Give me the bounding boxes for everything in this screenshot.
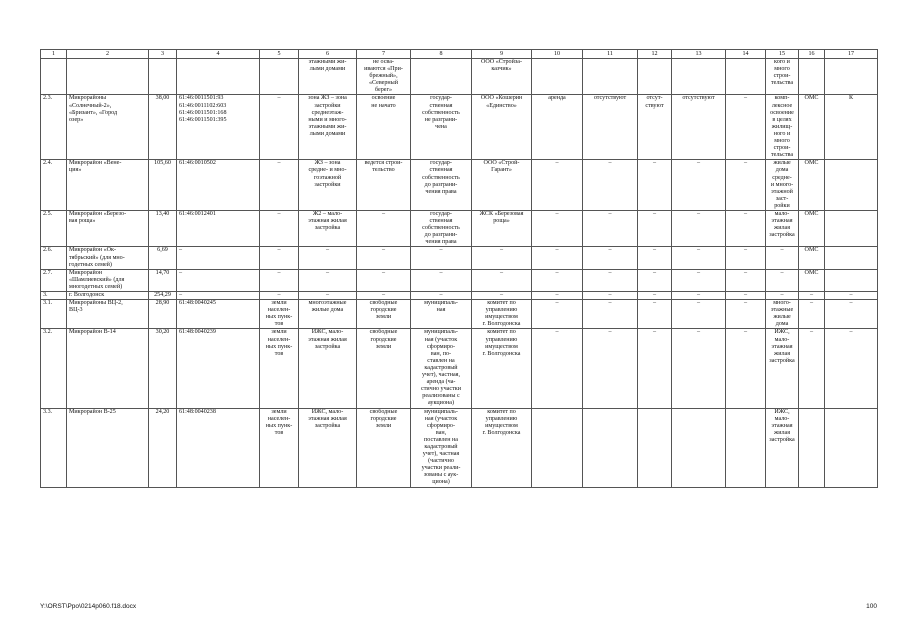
table-cell: –	[177, 292, 260, 300]
table-cell: –	[672, 292, 726, 300]
table-cell: мало- этажная жилая застройка	[766, 210, 799, 246]
table-cell	[672, 59, 726, 95]
table-cell: –	[583, 160, 638, 211]
column-number-cell: 10	[532, 50, 583, 59]
table-row	[41, 300, 878, 329]
table-cell: –	[638, 269, 672, 291]
table-cell: –	[766, 247, 799, 269]
table-cell: ЖСК «Березовая роща»	[472, 210, 532, 246]
table-cell: –	[532, 292, 583, 300]
column-number-cell: 5	[260, 50, 299, 59]
table-cell: –	[299, 247, 357, 269]
column-number-cell: 17	[825, 50, 878, 59]
table-cell: муниципаль- ная (участок сформиро- ван, поставлен на кадастровый учет), частная (частично участки реали- зованы с аук- циона)	[411, 408, 472, 487]
table-cell	[177, 59, 260, 95]
table-cell: –	[638, 300, 672, 329]
table-cell: –	[638, 210, 672, 246]
table-cell: –	[177, 269, 260, 291]
table-cell: ОМС	[799, 269, 825, 291]
table-cell: 14,70	[149, 269, 177, 291]
table-cell: 105,60	[149, 160, 177, 211]
table-cell: отсут- ствуют	[638, 95, 672, 160]
table-cell: Микрорайон «Березо- вая роща»	[67, 210, 149, 246]
table-cell: –	[726, 210, 766, 246]
table-cell: Микрорайон «Шамлиевский» (для многодетных семей)	[67, 269, 149, 291]
table-cell: –	[583, 300, 638, 329]
table-cell: –	[532, 247, 583, 269]
table-cell: муниципаль- ная (участок сформиро- ван, по- ставлен на кадастровый учет), частная, аренда (ча- стично участки реализованы с аукциона)	[411, 329, 472, 408]
table-cell: комп- лексное освоение в целях жилищ- ного и много строи- тельства	[766, 95, 799, 160]
continued-row	[41, 59, 878, 95]
table-cell: 61:46:0010502	[177, 160, 260, 211]
table-cell: –	[638, 329, 672, 408]
table-cell: –	[726, 247, 766, 269]
table-cell: г. Волгодонск	[67, 292, 149, 300]
table-cell: –	[532, 269, 583, 291]
column-number-cell: 9	[472, 50, 532, 59]
table-cell: –	[766, 292, 799, 300]
table-cell	[532, 59, 583, 95]
table-row	[41, 329, 878, 408]
table-cell: Микрорайон В-25	[67, 408, 149, 487]
table-cell: –	[532, 160, 583, 211]
table-cell: Микрорайон «Вене- ция»	[67, 160, 149, 211]
table-row	[41, 292, 878, 300]
table-cell: –	[583, 329, 638, 408]
table-cell: свободные городские земли	[357, 408, 411, 487]
column-number-cell: 8	[411, 50, 472, 59]
table-cell: –	[583, 269, 638, 291]
table-cell: 61:46:0012401	[177, 210, 260, 246]
column-number-cell: 2	[67, 50, 149, 59]
table-cell: комитет по управлению имуществом г. Волгодонска	[472, 408, 532, 487]
table-cell	[825, 247, 878, 269]
table-cell: ООО «Стройза- казчик»	[472, 59, 532, 95]
table-cell: –	[825, 329, 878, 408]
table-cell: зона ЖЗ – зона застройки среднеэтаж- ными и много- этажными жи- лыми домами	[299, 95, 357, 160]
table-cell: отсутствуют	[672, 95, 726, 160]
table-cell: –	[766, 269, 799, 291]
table-cell: –	[357, 247, 411, 269]
table-row	[41, 210, 878, 246]
table-cell: –	[472, 269, 532, 291]
table-cell: Ж2 – мало- этажная жилая застройка	[299, 210, 357, 246]
table-cell: земли населен- ных пунк- тов	[260, 408, 299, 487]
table-cell: –	[672, 247, 726, 269]
table-cell: отсутствуют	[583, 95, 638, 160]
table-cell: –	[357, 292, 411, 300]
table-cell: –	[260, 95, 299, 160]
table-cell: ЖЗ – зона средне- и мно- гоэтажной застройки	[299, 160, 357, 211]
table-cell	[726, 408, 766, 487]
table-row	[41, 247, 878, 269]
table-cell: –	[638, 292, 672, 300]
table-cell: много- этажные жилые дома	[766, 300, 799, 329]
table-cell	[411, 59, 472, 95]
column-number-cell: 15	[766, 50, 799, 59]
table-cell: 254,29	[149, 292, 177, 300]
table-cell: 2.4.	[41, 160, 67, 211]
table-cell: свободные городские земли	[357, 300, 411, 329]
table-cell: –	[532, 300, 583, 329]
table-cell: –	[532, 329, 583, 408]
table-cell: 3.2.	[41, 329, 67, 408]
table-cell	[799, 59, 825, 95]
table-cell	[825, 210, 878, 246]
table-cell: ООО «Строй- Гарант»	[472, 160, 532, 211]
table-cell: ведется строи- тельство	[357, 160, 411, 211]
table-cell: ИЖС, мало- этажная жилая застройка	[766, 408, 799, 487]
table-cell: –	[825, 292, 878, 300]
table-cell: 61:46:0011501:93 61:46:0011102:603 61:46:0011501:168 61:46:0011501:395	[177, 95, 260, 160]
table-cell: 2.5.	[41, 210, 67, 246]
table-cell: К	[825, 95, 878, 160]
land-register-table	[40, 49, 878, 488]
table-cell: –	[583, 292, 638, 300]
table-cell: комитет по управлению имуществом г. Волгодонска	[472, 329, 532, 408]
table-cell: государ- ственная собственность до разграни- чения права	[411, 160, 472, 211]
table-cell: Микрорайон «Ок- тябрьский» (для мно- годетных семей)	[67, 247, 149, 269]
table-cell: Микрорайоны «Солнечный-2», «Бризант», «Город озер»	[67, 95, 149, 160]
table-cell: 61:48:0040238	[177, 408, 260, 487]
table-cell: Микрорайон В-14	[67, 329, 149, 408]
table-cell: ИЖС, мало- этажная жилая застройка	[299, 329, 357, 408]
table-cell: освоение не начато	[357, 95, 411, 160]
table-cell: –	[260, 269, 299, 291]
table-cell: –	[726, 160, 766, 211]
column-number-cell: 4	[177, 50, 260, 59]
table-cell: ООО «Кошерин «Единство»	[472, 95, 532, 160]
table-cell: ИЖС, мало- этажная жилая застройка	[299, 408, 357, 487]
column-number-cell: 12	[638, 50, 672, 59]
table-cell: 13,40	[149, 210, 177, 246]
table-cell: Микрорайоны ВЦ-2, ВЦ-3	[67, 300, 149, 329]
table-cell: –	[672, 210, 726, 246]
table-cell: 3.	[41, 292, 67, 300]
table-cell: –	[299, 269, 357, 291]
table-cell: –	[357, 210, 411, 246]
table-cell: –	[799, 292, 825, 300]
table-cell: 38,00	[149, 95, 177, 160]
table-cell: –	[411, 292, 472, 300]
table-cell	[825, 269, 878, 291]
table-cell: –	[260, 160, 299, 211]
table-cell: многоэтажные жилые дома	[299, 300, 357, 329]
table-cell: –	[726, 95, 766, 160]
table-cell: –	[726, 300, 766, 329]
footer-file-path: Y:\ORST\Ppo\0214p060.f18.docx	[40, 603, 137, 610]
table-cell: кого и много строи- тельства	[766, 59, 799, 95]
column-number-row	[41, 50, 878, 59]
table-cell: –	[532, 210, 583, 246]
table-cell	[260, 59, 299, 95]
table-cell: 28,90	[149, 300, 177, 329]
table-cell: 24,20	[149, 408, 177, 487]
table-cell	[638, 59, 672, 95]
table-row	[41, 408, 878, 487]
table-cell	[41, 59, 67, 95]
table-cell: 3.1.	[41, 300, 67, 329]
table-cell: –	[672, 160, 726, 211]
table-cell	[67, 59, 149, 95]
table-cell: ОМС	[799, 210, 825, 246]
table-cell: –	[583, 247, 638, 269]
table-cell: государ- ственная собственность до разграни- чения права	[411, 210, 472, 246]
table-cell: –	[726, 269, 766, 291]
table-cell: –	[638, 160, 672, 211]
table-cell: –	[472, 247, 532, 269]
table-cell: жилые дома средне- и много- этажной заст- ройки	[766, 160, 799, 211]
table-cell: ОМС	[799, 160, 825, 211]
table-cell: –	[726, 329, 766, 408]
column-number-cell: 1	[41, 50, 67, 59]
table-cell: 2.6.	[41, 247, 67, 269]
table-cell: 2.7.	[41, 269, 67, 291]
table-cell	[638, 408, 672, 487]
table-cell: –	[411, 247, 472, 269]
table-cell: –	[638, 247, 672, 269]
table-cell	[799, 408, 825, 487]
table-row	[41, 95, 878, 160]
table-row	[41, 160, 878, 211]
column-number-cell: 3	[149, 50, 177, 59]
column-number-cell: 13	[672, 50, 726, 59]
table-cell: –	[357, 269, 411, 291]
footer-page-number: 100	[866, 603, 877, 610]
table-cell: 3.3.	[41, 408, 67, 487]
table-cell: –	[672, 300, 726, 329]
table-cell: –	[672, 269, 726, 291]
table-cell	[672, 408, 726, 487]
table-cell: ОМС	[799, 95, 825, 160]
table-cell: –	[583, 210, 638, 246]
table-cell: –	[411, 269, 472, 291]
table-cell: земли населен- ных пунк- тов	[260, 300, 299, 329]
table-cell: –	[260, 292, 299, 300]
table-cell	[825, 160, 878, 211]
table-cell	[825, 59, 878, 95]
column-number-cell: 14	[726, 50, 766, 59]
table-cell: государ- ственная собственность не разграни- чена	[411, 95, 472, 160]
table-cell	[532, 408, 583, 487]
table-cell: 30,20	[149, 329, 177, 408]
table-cell: ОМС	[799, 247, 825, 269]
table-row	[41, 269, 878, 291]
column-number-cell: 6	[299, 50, 357, 59]
table-cell: –	[799, 300, 825, 329]
table-cell: этажными жи- лыми домами	[299, 59, 357, 95]
table-cell	[583, 408, 638, 487]
table-cell	[726, 59, 766, 95]
table-cell: –	[799, 329, 825, 408]
table-cell: –	[260, 247, 299, 269]
table-cell: –	[672, 329, 726, 408]
table-cell	[825, 408, 878, 487]
table-cell: –	[177, 247, 260, 269]
column-number-cell: 11	[583, 50, 638, 59]
column-number-cell: 16	[799, 50, 825, 59]
table-cell: не осва- иваются «При- брежный», «Северный берег»	[357, 59, 411, 95]
table-cell	[583, 59, 638, 95]
table-cell: –	[726, 292, 766, 300]
table-cell: –	[825, 300, 878, 329]
table-cell: свободные городские земли	[357, 329, 411, 408]
table-cell: 6,69	[149, 247, 177, 269]
table-cell: комитет по управлению имуществом г. Волгодонска	[472, 300, 532, 329]
column-number-cell: 7	[357, 50, 411, 59]
table-cell: земли населен- ных пунк- тов	[260, 329, 299, 408]
table-cell: 2.3.	[41, 95, 67, 160]
table-cell: 61:48:0040239	[177, 329, 260, 408]
table-cell: –	[260, 210, 299, 246]
table-cell	[149, 59, 177, 95]
table-cell: –	[299, 292, 357, 300]
table-cell: муниципаль- ная	[411, 300, 472, 329]
table-cell: –	[472, 292, 532, 300]
table-cell: 61:48:0040245	[177, 300, 260, 329]
table-cell: ИЖС, мало- этажная жилая застройка	[766, 329, 799, 408]
table-cell: аренда	[532, 95, 583, 160]
